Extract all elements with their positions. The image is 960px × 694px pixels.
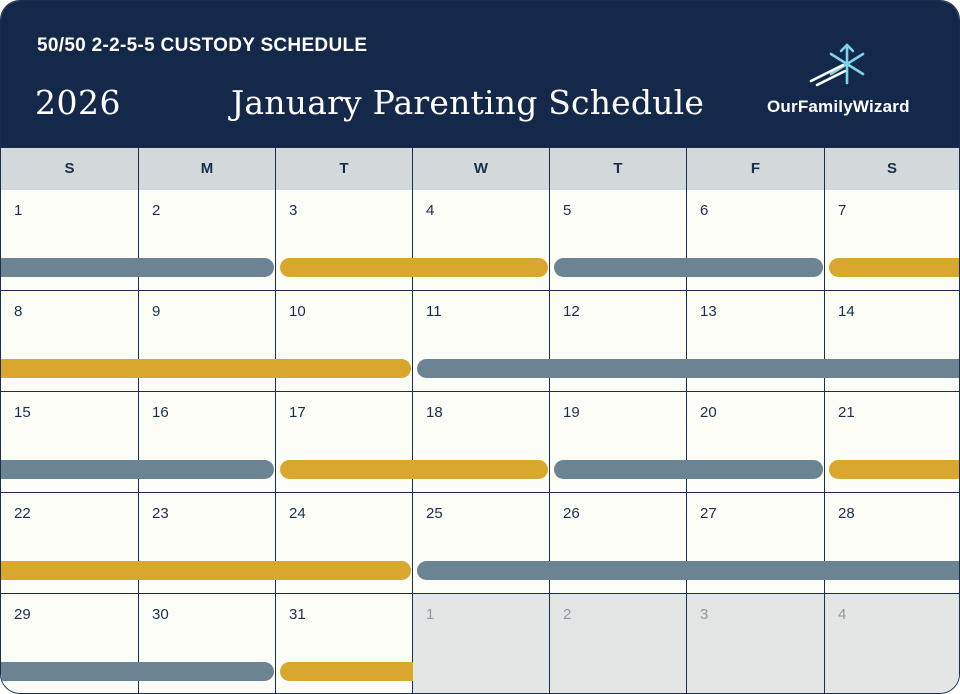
weekday-label: T bbox=[276, 148, 413, 190]
custody-bar-parent-a bbox=[417, 561, 960, 580]
custody-bar-parent-a bbox=[417, 359, 960, 378]
day-number: 15 bbox=[14, 404, 31, 421]
day-number: 28 bbox=[838, 505, 855, 522]
day-number: 11 bbox=[426, 303, 442, 320]
day-number: 17 bbox=[289, 404, 306, 421]
day-number: 7 bbox=[838, 202, 847, 219]
year-label: 2026 bbox=[35, 83, 121, 122]
weekday-label: T bbox=[550, 148, 687, 190]
custody-bar-parent-b bbox=[0, 359, 411, 378]
weekday-label: F bbox=[687, 148, 825, 190]
day-number: 10 bbox=[289, 303, 306, 320]
custody-bar-parent-a bbox=[554, 258, 823, 277]
day-number: 9 bbox=[152, 303, 161, 320]
custody-bar-parent-b bbox=[280, 258, 548, 277]
custody-bar-parent-a bbox=[0, 662, 274, 681]
day-number: 23 bbox=[152, 505, 169, 522]
day-number: 2 bbox=[563, 606, 572, 623]
weekday-label: M bbox=[139, 148, 276, 190]
day-number: 18 bbox=[426, 404, 443, 421]
day-number: 4 bbox=[426, 202, 435, 219]
day-number: 25 bbox=[426, 505, 443, 522]
day-number: 24 bbox=[289, 505, 306, 522]
day-number: 31 bbox=[289, 606, 306, 623]
custody-bar-parent-a bbox=[0, 460, 274, 479]
weekday-label: S bbox=[1, 148, 139, 190]
snowflake-star-logo-icon bbox=[807, 41, 869, 89]
brand-logo-text: OurFamilyWizard bbox=[767, 97, 910, 116]
page-title: January Parenting Schedule bbox=[231, 83, 705, 122]
day-number: 1 bbox=[426, 606, 435, 623]
day-number: 3 bbox=[700, 606, 709, 623]
custody-bar-parent-b bbox=[829, 460, 960, 479]
next-month-day-cell[interactable] bbox=[413, 594, 550, 693]
day-number: 2 bbox=[152, 202, 161, 219]
custody-bar-parent-a bbox=[554, 460, 823, 479]
day-number: 12 bbox=[563, 303, 580, 320]
day-number: 14 bbox=[838, 303, 855, 320]
day-number: 22 bbox=[14, 505, 31, 522]
day-number: 20 bbox=[700, 404, 717, 421]
next-month-day-cell[interactable] bbox=[550, 594, 687, 693]
day-number: 5 bbox=[563, 202, 572, 219]
day-number: 1 bbox=[14, 202, 23, 219]
day-number: 6 bbox=[700, 202, 709, 219]
custody-bar-parent-b bbox=[0, 561, 411, 580]
day-number: 4 bbox=[838, 606, 847, 623]
custody-bar-parent-a bbox=[0, 258, 274, 277]
day-number: 8 bbox=[14, 303, 23, 320]
custody-bar-parent-b bbox=[280, 460, 548, 479]
day-number: 27 bbox=[700, 505, 717, 522]
next-month-day-cell[interactable] bbox=[687, 594, 825, 693]
day-number: 13 bbox=[700, 303, 717, 320]
weekday-label: W bbox=[413, 148, 550, 190]
weekday-header-row bbox=[1, 147, 959, 191]
day-number: 21 bbox=[838, 404, 855, 421]
next-month-day-cell[interactable] bbox=[825, 594, 959, 693]
day-number: 29 bbox=[14, 606, 31, 623]
calendar-header bbox=[1, 1, 959, 147]
custody-bar-parent-b bbox=[829, 258, 960, 277]
weekday-label: S bbox=[886, 160, 897, 177]
day-number: 16 bbox=[152, 404, 169, 421]
day-number: 3 bbox=[289, 202, 298, 219]
day-number: 30 bbox=[152, 606, 169, 623]
custody-bar-parent-b bbox=[280, 662, 413, 681]
day-number: 19 bbox=[563, 404, 580, 421]
day-number: 26 bbox=[563, 505, 580, 522]
schedule-type-label: 50/50 2-2-5-5 CUSTODY SCHEDULE bbox=[37, 35, 368, 56]
